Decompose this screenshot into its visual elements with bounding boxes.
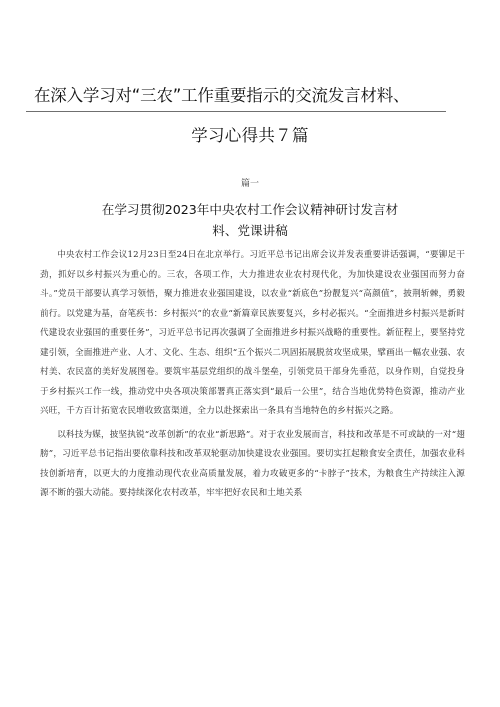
title-line-2: 学习心得共７篇 [191, 126, 309, 145]
section-label: 篇一 [240, 179, 259, 189]
paragraph: 中央农村工作会议12月23日至24日在北京举行。习近平总书记出席会议并发表重要讲话强调，“要铆足干劲，抓好以乡村振兴为重心的。三农，各项工作，大力推进农业农村现代化，为加快建设农业强国而努力奋斗。”党员干部要认真学习领悟，聚力推进农业强国建设，以农业“新底色”扮靓复兴“高颜值”，披荆斩棘，勇毅前行。以党建为基，奋笔疾书：乡村振兴”的农业“新篇章民族要复兴，乡村必振兴。“全面推进乡村振兴是新时代建设农业强国的重要任务”，习近平总书记再次强调了全面推进乡村振兴战略的重要性。新征程上，要坚持党建引领，全面推进产业、人才、文化、生态、组织“五个振兴二巩固拓展脱贫攻坚成果，擘画出一幅农业强、农村美、农民富的美好发展图卷。要筑牢基层党组织的战斗堡垒，引领党员干部身先垂范，以身作则，自觉投身于乡村振兴工作一线，推动党中央各项决策部署真正落实到“最后一公里”，结合当地优势特色资源，推动产业兴旺，千方百计拓宽农民增收致富渠道，全力以赴探索出一条具有当地特色的乡村振兴之路。 [40, 250, 465, 416]
paragraph: 以科技为媒，披坚执锐“改革创新”的农业“新思路”。对于农业发展而言，科技和改革是不可或缺的一对“翅膀”，习近平总书记指出要依靠科技和改革双轮驱动加快建设农业强国。要切实扛起粮食安全责任，加强农业科技创新培育，以更大的力度推动现代农业高质量发展，着力攻破更多的“卡脖子”技术，为粮食生产持续注入源源不断的强大动能。要持续深化农村改革，牢牢把好农民和土地关系 [40, 429, 465, 498]
body-text [40, 246, 465, 508]
title-underline [26, 111, 446, 112]
article-title-line-1: 在学习贯彻2023年中央农村工作会议精神研讨发言材 [101, 202, 399, 217]
title-line-1: 在深入学习对“三农”工作重要指示的交流发言材料、 [34, 86, 410, 105]
article-title-line-2: 料、党课讲稿 [212, 223, 288, 238]
article-title [0, 199, 500, 241]
